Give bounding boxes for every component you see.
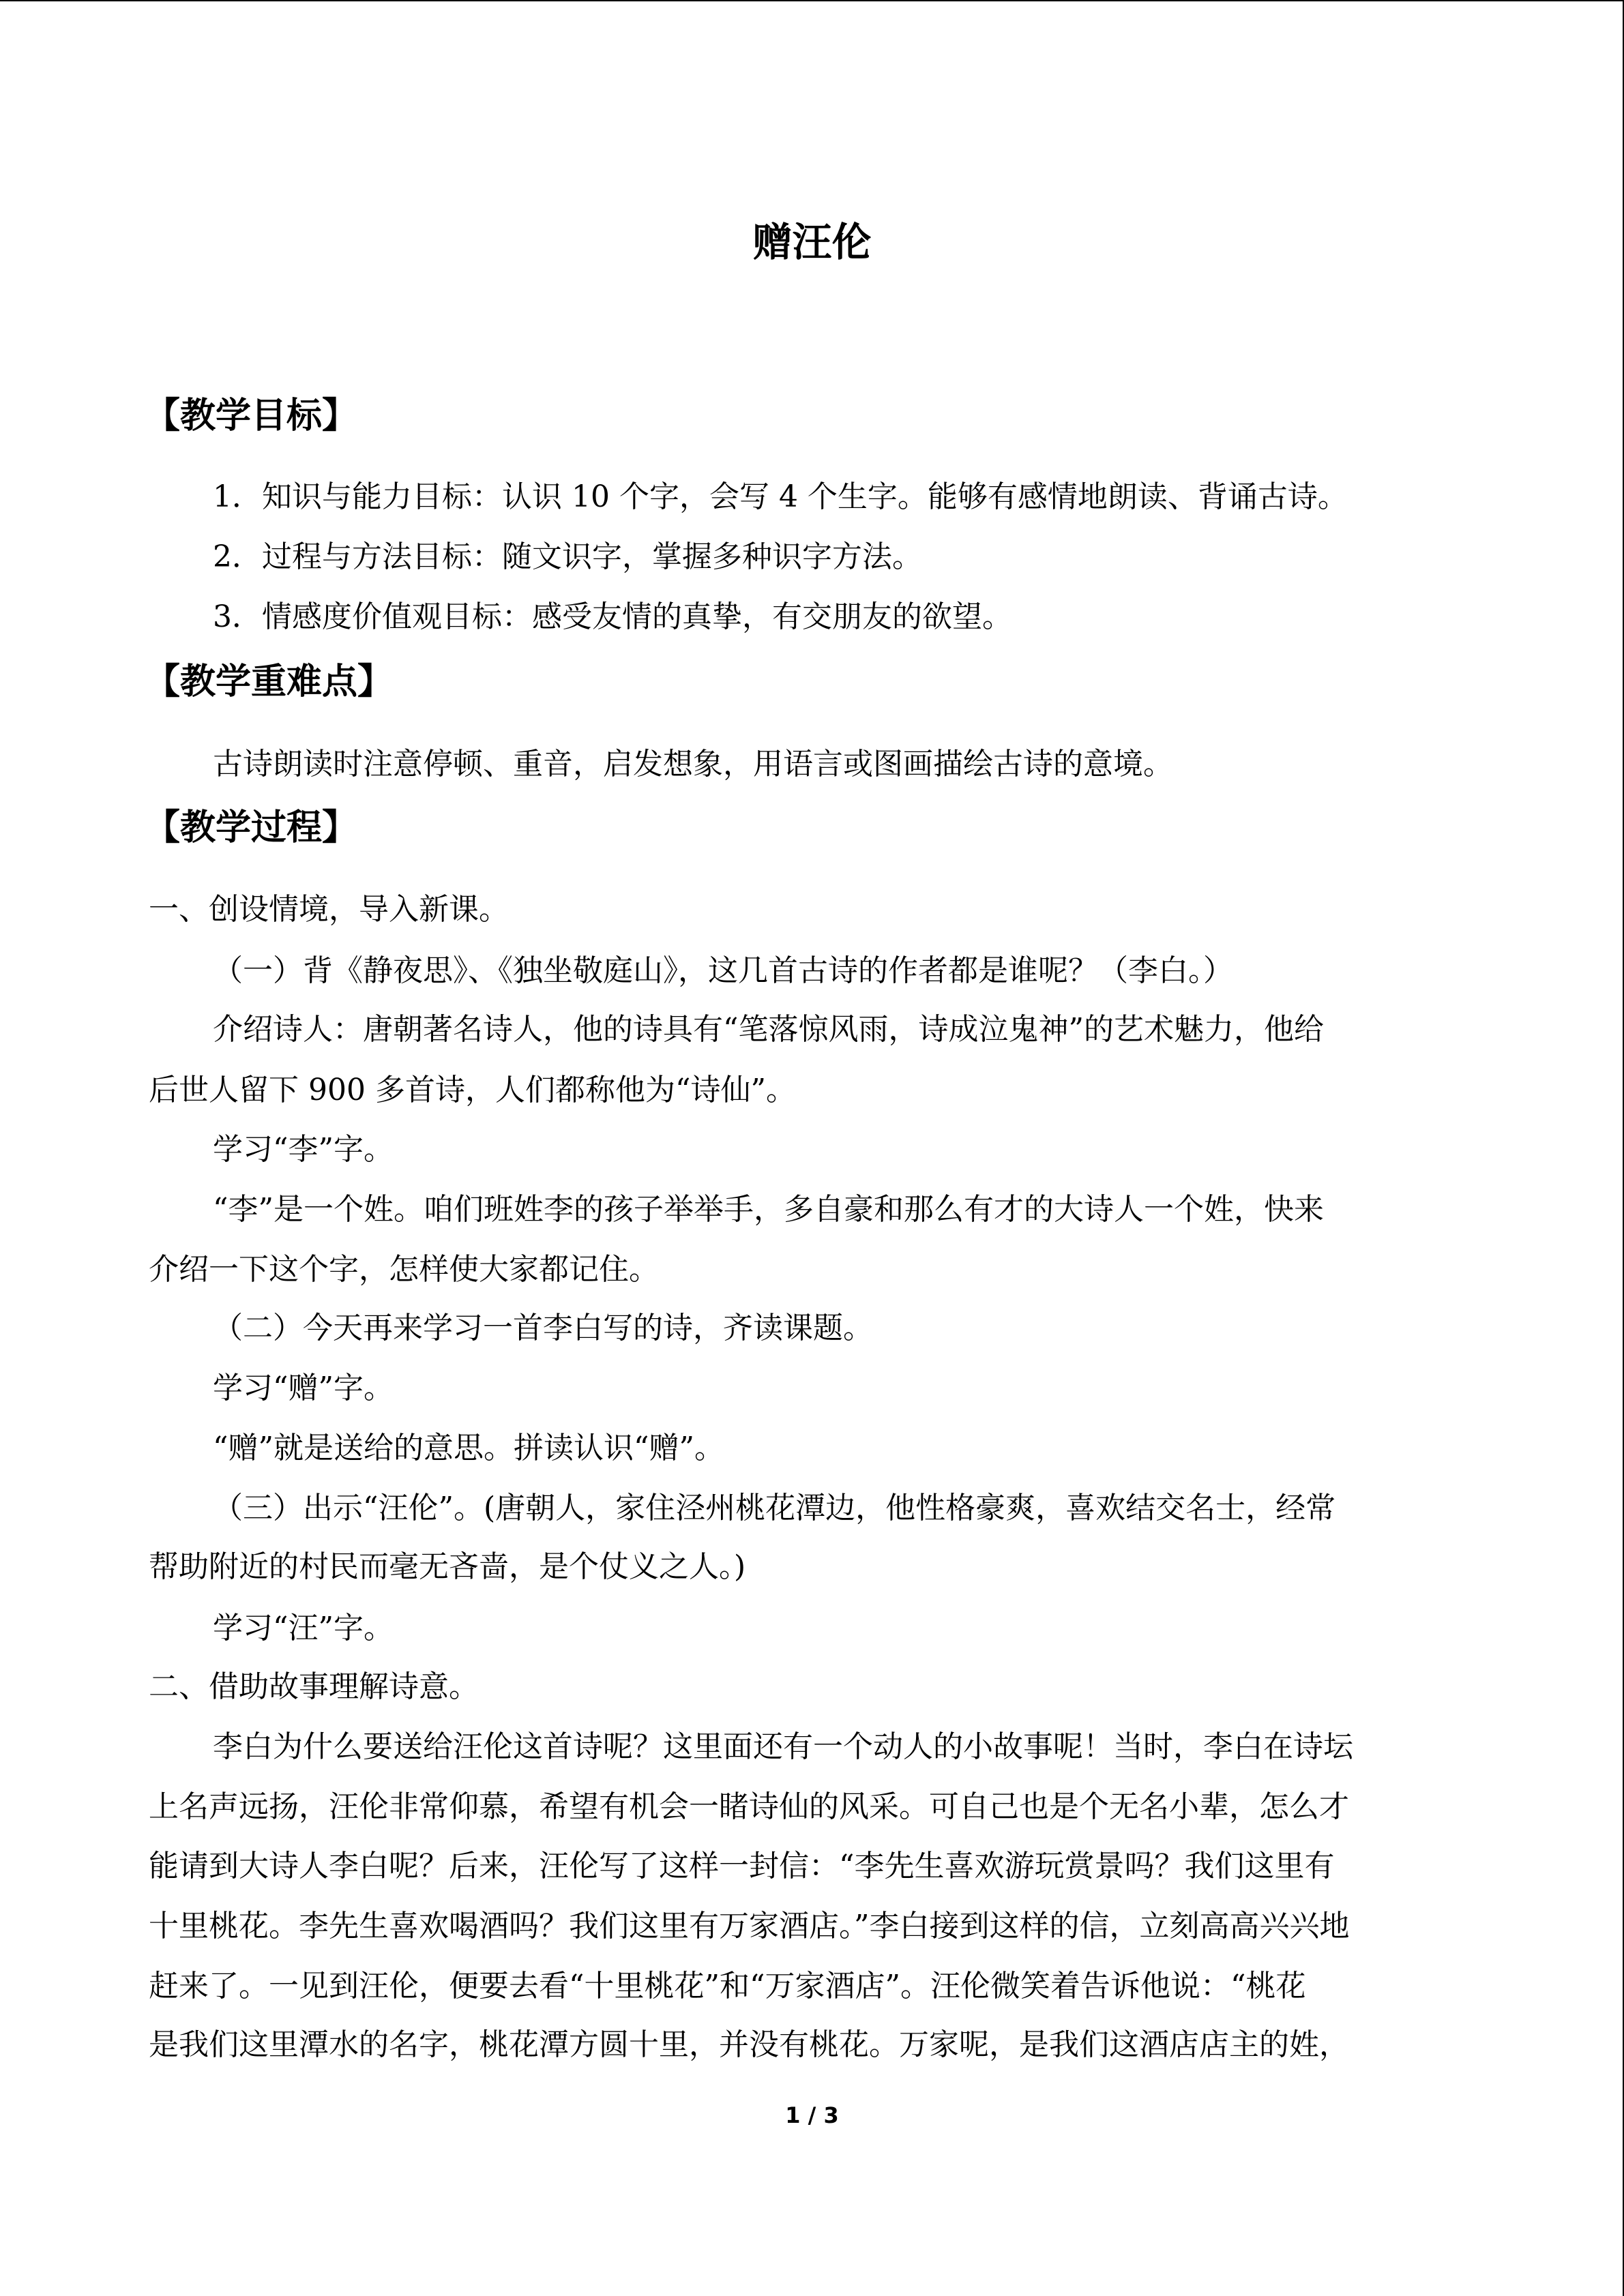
section-heading-keypoints: 【教学重难点】 xyxy=(145,661,394,702)
section-heading-process: 【教学过程】 xyxy=(145,807,358,848)
process-line: 后世人留下 900 多首诗，人们都称他为“诗仙”。 xyxy=(149,1073,796,1107)
process-line: 十里桃花。李先生喜欢喝酒吗？我们这里有万家酒店。”李白接到这样的信，立刻高高兴兴地 xyxy=(149,1909,1350,1943)
objective-item: 2．过程与方法目标：随文识字，掌握多种识字方法。 xyxy=(213,539,922,574)
process-line: （二）今天再来学习一首李白写的诗，齐读课题。 xyxy=(213,1311,873,1345)
process-line: 一、创设情境，导入新课。 xyxy=(149,892,509,927)
process-line: 介绍诗人：唐朝著名诗人，他的诗具有“笔落惊风雨，诗成泣鬼神”的艺术魅力，他给 xyxy=(213,1012,1324,1047)
process-line: 李白为什么要送给汪伦这首诗呢？这里面还有一个动人的小故事呢！当时，李白在诗坛 xyxy=(213,1729,1353,1764)
process-line: 学习“李”字。 xyxy=(213,1132,394,1167)
document-title: 赠汪伦 xyxy=(752,219,872,265)
process-line: （一）背《静夜思》、《独坐敬庭山》，这几首古诗的作者都是谁呢？（李白。） xyxy=(213,953,1233,988)
process-line: 能请到大诗人李白呢？后来，汪伦写了这样一封信：“李先生喜欢游玩赏景吗？我们这里有 xyxy=(149,1849,1335,1883)
process-line: 二、借助故事理解诗意。 xyxy=(149,1669,479,1704)
process-line: （三）出示“汪伦”。(唐朝人，家住泾州桃花潭边，他性格豪爽，喜欢结交名士，经常 xyxy=(213,1491,1336,1525)
process-line: 学习“汪”字。 xyxy=(213,1611,394,1645)
process-line: 是我们这里潭水的名字，桃花潭方圆十里，并没有桃花。万家呢，是我们这酒店店主的姓， xyxy=(149,2027,1349,2062)
process-line: 赶来了。一见到汪伦，便要去看“十里桃花”和“万家酒店”。汪伦微笑着告诉他说：“桃花 xyxy=(149,1969,1306,2003)
process-line: “李”是一个姓。咱们班姓李的孩子举举手，多自豪和那么有才的大诗人一个姓，快来 xyxy=(213,1192,1324,1227)
objective-item: 3．情感度价值观目标：感受友情的真挚，有交朋友的欲望。 xyxy=(213,599,1012,634)
process-line: 介绍一下这个字，怎样使大家都记住。 xyxy=(149,1252,659,1287)
process-line: 帮助附近的村民而毫无吝啬，是个仗义之人。) xyxy=(149,1549,746,1584)
process-line: “赠”就是送给的意思。拼读认识“赠”。 xyxy=(213,1431,724,1465)
process-line: 学习“赠”字。 xyxy=(213,1371,394,1405)
page-number: 1 / 3 xyxy=(785,2102,839,2128)
keypoints-text: 古诗朗读时注意停顿、重音，启发想象，用语言或图画描绘古诗的意境。 xyxy=(213,747,1173,781)
process-line: 上名声远扬，汪伦非常仰慕，希望有机会一睹诗仙的风采。可自己也是个无名小辈，怎么才 xyxy=(149,1789,1349,1824)
objective-item: 1．知识与能力目标：认识 10 个字，会写 4 个生字。能够有感情地朗读、背诵古诗。 xyxy=(213,479,1348,514)
section-heading-objectives: 【教学目标】 xyxy=(145,396,358,436)
